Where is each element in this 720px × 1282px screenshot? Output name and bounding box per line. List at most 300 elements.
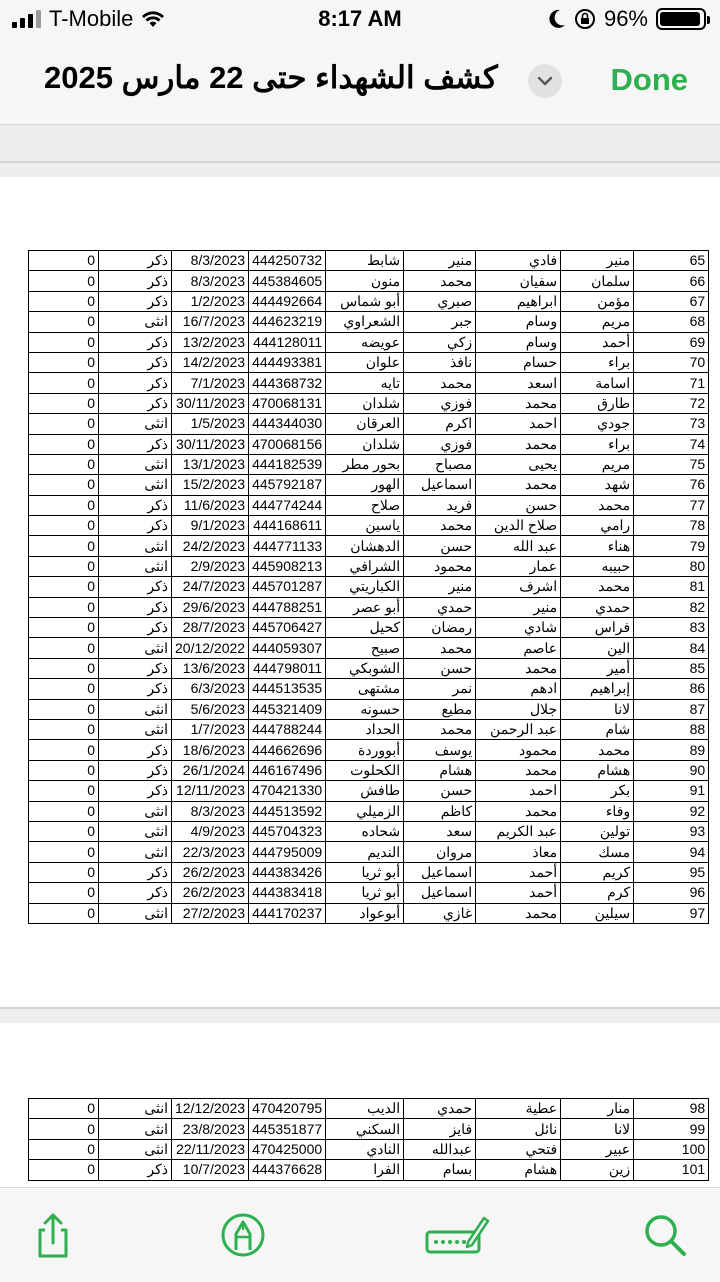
family-name-cell: صبيح — [326, 638, 404, 658]
father-name-cell: ادهم — [476, 679, 561, 699]
row-number-cell: 91 — [634, 781, 709, 801]
id-number-cell: 444182539 — [249, 454, 326, 474]
id-number-cell: 444059307 — [249, 638, 326, 658]
grandfather-name-cell: حسن — [404, 658, 476, 678]
family-name-cell: الزميلي — [326, 801, 404, 821]
date-cell: 12/12/2023 — [172, 1099, 249, 1119]
date-cell: 12/11/2023 — [172, 781, 249, 801]
id-number-cell: 445908213 — [249, 556, 326, 576]
first-name-cell: منار — [561, 1099, 634, 1119]
table-row — [29, 658, 709, 678]
family-name-cell: النادي — [326, 1139, 404, 1159]
grandfather-name-cell: فوزي — [404, 393, 476, 413]
first-name-cell: أحمد — [561, 332, 634, 352]
first-name-cell: سلمان — [561, 271, 634, 291]
first-name-cell: هناء — [561, 536, 634, 556]
table-row — [29, 679, 709, 699]
first-name-cell: رامي — [561, 516, 634, 536]
first-name-cell: محمد — [561, 740, 634, 760]
flag-cell: 0 — [29, 1099, 99, 1119]
battery-fill — [660, 12, 700, 26]
table-row — [29, 352, 709, 372]
id-number-cell: 444513592 — [249, 801, 326, 821]
gender-cell: ذكر — [99, 251, 172, 271]
first-name-cell: هشام — [561, 760, 634, 780]
grandfather-name-cell: يوسف — [404, 740, 476, 760]
gender-cell: انثى — [99, 1099, 172, 1119]
family-name-cell: الدهشان — [326, 536, 404, 556]
row-number-cell: 68 — [634, 312, 709, 332]
family-name-cell: الهور — [326, 475, 404, 495]
family-name-cell: السكني — [326, 1119, 404, 1139]
row-number-cell: 82 — [634, 597, 709, 617]
id-number-cell: 444492664 — [249, 291, 326, 311]
gender-cell: ذكر — [99, 760, 172, 780]
father-name-cell: فتحي — [476, 1139, 561, 1159]
date-cell: 8/3/2023 — [172, 251, 249, 271]
row-number-cell: 99 — [634, 1119, 709, 1139]
grandfather-name-cell: عبدالله — [404, 1139, 476, 1159]
row-number-cell: 94 — [634, 842, 709, 862]
row-number-cell: 90 — [634, 760, 709, 780]
share-button[interactable] — [28, 1210, 78, 1260]
table-row — [29, 1160, 709, 1180]
gender-cell: ذكر — [99, 434, 172, 454]
father-name-cell: صلاح الدين — [476, 516, 561, 536]
table-row — [29, 903, 709, 923]
date-cell: 2/9/2023 — [172, 556, 249, 576]
markup-pen-icon — [218, 1210, 268, 1260]
first-name-cell: شهد — [561, 475, 634, 495]
id-number-cell: 445706427 — [249, 618, 326, 638]
id-number-cell: 444168611 — [249, 516, 326, 536]
flag-cell: 0 — [29, 597, 99, 617]
first-name-cell: مريم — [561, 454, 634, 474]
date-cell: 30/11/2023 — [172, 434, 249, 454]
table-row — [29, 536, 709, 556]
flag-cell: 0 — [29, 1119, 99, 1139]
grandfather-name-cell: اسماعيل — [404, 862, 476, 882]
family-name-cell: شابط — [326, 251, 404, 271]
gender-cell: ذكر — [99, 393, 172, 413]
id-number-cell: 445704323 — [249, 821, 326, 841]
row-number-cell: 77 — [634, 495, 709, 515]
father-name-cell: سفيان — [476, 271, 561, 291]
gender-cell: انثى — [99, 801, 172, 821]
grandfather-name-cell: نمر — [404, 679, 476, 699]
gender-cell: ذكر — [99, 373, 172, 393]
id-number-cell: 444493381 — [249, 352, 326, 372]
row-number-cell: 72 — [634, 393, 709, 413]
family-name-cell: الحداد — [326, 719, 404, 739]
father-name-cell: محمد — [476, 434, 561, 454]
table-row — [29, 638, 709, 658]
gender-cell: ذكر — [99, 618, 172, 638]
table-row — [29, 781, 709, 801]
done-button[interactable]: Done — [610, 62, 688, 97]
family-name-cell: طافش — [326, 781, 404, 801]
father-name-cell: حسن — [476, 495, 561, 515]
grandfather-name-cell: حمدي — [404, 1099, 476, 1119]
first-name-cell: لانا — [561, 1119, 634, 1139]
id-number-cell: 470068131 — [249, 393, 326, 413]
id-number-cell: 444662696 — [249, 740, 326, 760]
flag-cell: 0 — [29, 291, 99, 311]
date-cell: 18/6/2023 — [172, 740, 249, 760]
family-name-cell: علوان — [326, 352, 404, 372]
id-number-cell: 444771133 — [249, 536, 326, 556]
gender-cell: ذكر — [99, 1160, 172, 1180]
grandfather-name-cell: محمد — [404, 271, 476, 291]
flag-cell: 0 — [29, 862, 99, 882]
flag-cell: 0 — [29, 821, 99, 841]
flag-cell: 0 — [29, 699, 99, 719]
id-number-cell: 445792187 — [249, 475, 326, 495]
row-number-cell: 100 — [634, 1139, 709, 1159]
flag-cell: 0 — [29, 658, 99, 678]
flag-cell: 0 — [29, 760, 99, 780]
id-number-cell: 444376628 — [249, 1160, 326, 1180]
id-number-cell: 444383418 — [249, 883, 326, 903]
gender-cell: ذكر — [99, 495, 172, 515]
flag-cell: 0 — [29, 414, 99, 434]
gender-cell: ذكر — [99, 291, 172, 311]
date-cell: 28/7/2023 — [172, 618, 249, 638]
date-cell: 1/5/2023 — [172, 414, 249, 434]
first-name-cell: حبيبه — [561, 556, 634, 576]
date-cell: 26/1/2024 — [172, 760, 249, 780]
father-name-cell: معاذ — [476, 842, 561, 862]
battery-percent: 96% — [603, 6, 648, 31]
date-cell: 8/3/2023 — [172, 271, 249, 291]
gender-cell: ذكر — [99, 883, 172, 903]
grandfather-name-cell: مروان — [404, 842, 476, 862]
father-name-cell: نائل — [476, 1119, 561, 1139]
first-name-cell: إبراهيم — [561, 679, 634, 699]
first-name-cell: محمد — [561, 577, 634, 597]
grandfather-name-cell: محمد — [404, 516, 476, 536]
table-row — [29, 291, 709, 311]
grandfather-name-cell: زكي — [404, 332, 476, 352]
flag-cell: 0 — [29, 475, 99, 495]
id-number-cell: 445321409 — [249, 699, 326, 719]
page-separator — [0, 161, 720, 163]
table-row — [29, 393, 709, 413]
table-row — [29, 373, 709, 393]
table-row — [29, 556, 709, 576]
family-name-cell: شحاده — [326, 821, 404, 841]
father-name-cell: عاصم — [476, 638, 561, 658]
first-name-cell: سيلين — [561, 903, 634, 923]
table-row — [29, 516, 709, 536]
family-name-cell: عويضه — [326, 332, 404, 352]
row-number-cell: 83 — [634, 618, 709, 638]
gender-cell: انثى — [99, 536, 172, 556]
grandfather-name-cell: اسماعيل — [404, 883, 476, 903]
flag-cell: 0 — [29, 434, 99, 454]
father-name-cell: عطية — [476, 1099, 561, 1119]
family-name-cell: العرقان — [326, 414, 404, 434]
id-number-cell: 470421330 — [249, 781, 326, 801]
status-bar — [0, 0, 720, 40]
row-number-cell: 79 — [634, 536, 709, 556]
table-row — [29, 597, 709, 617]
date-cell: 6/3/2023 — [172, 679, 249, 699]
date-cell: 8/3/2023 — [172, 801, 249, 821]
id-number-cell: 444788251 — [249, 597, 326, 617]
father-name-cell: محمود — [476, 740, 561, 760]
grandfather-name-cell: حسن — [404, 536, 476, 556]
id-number-cell: 445701287 — [249, 577, 326, 597]
row-number-cell: 101 — [634, 1160, 709, 1180]
flag-cell: 0 — [29, 454, 99, 474]
grandfather-name-cell: صبري — [404, 291, 476, 311]
gender-cell: ذكر — [99, 862, 172, 882]
gender-cell: انثى — [99, 699, 172, 719]
first-name-cell: حمدي — [561, 597, 634, 617]
father-name-cell: محمد — [476, 393, 561, 413]
grandfather-name-cell: هشام — [404, 760, 476, 780]
family-name-cell: أبو عصر — [326, 597, 404, 617]
father-name-cell: شادي — [476, 618, 561, 638]
family-name-cell: الشوبكي — [326, 658, 404, 678]
flag-cell: 0 — [29, 332, 99, 352]
father-name-cell: يحيى — [476, 454, 561, 474]
casualty-table-page-1 — [28, 250, 709, 924]
table-row — [29, 801, 709, 821]
row-number-cell: 67 — [634, 291, 709, 311]
family-name-cell: الفرا — [326, 1160, 404, 1180]
family-name-cell: شلدان — [326, 434, 404, 454]
table-row — [29, 883, 709, 903]
id-number-cell: 470068156 — [249, 434, 326, 454]
search-button[interactable] — [640, 1210, 690, 1260]
first-name-cell: جودي — [561, 414, 634, 434]
date-cell: 9/1/2023 — [172, 516, 249, 536]
bottom-toolbar — [0, 1187, 720, 1282]
father-name-cell: عبد الرحمن — [476, 719, 561, 739]
first-name-cell: كريم — [561, 862, 634, 882]
table-row — [29, 495, 709, 515]
table-row — [29, 1099, 709, 1119]
father-name-cell: وسام — [476, 332, 561, 352]
grandfather-name-cell: رمضان — [404, 618, 476, 638]
father-name-cell: عمار — [476, 556, 561, 576]
date-cell: 22/3/2023 — [172, 842, 249, 862]
date-cell: 5/6/2023 — [172, 699, 249, 719]
row-number-cell: 74 — [634, 434, 709, 454]
table-row — [29, 821, 709, 841]
first-name-cell: براء — [561, 434, 634, 454]
father-name-cell: احمد — [476, 781, 561, 801]
id-number-cell: 444795009 — [249, 842, 326, 862]
gender-cell: انثى — [99, 821, 172, 841]
gender-cell: ذكر — [99, 352, 172, 372]
first-name-cell: محمد — [561, 495, 634, 515]
grandfather-name-cell: فايز — [404, 1119, 476, 1139]
family-name-cell: تايه — [326, 373, 404, 393]
row-number-cell: 97 — [634, 903, 709, 923]
grandfather-name-cell: اسماعيل — [404, 475, 476, 495]
row-number-cell: 98 — [634, 1099, 709, 1119]
table-row — [29, 271, 709, 291]
date-cell: 26/2/2023 — [172, 862, 249, 882]
grandfather-name-cell: محمد — [404, 719, 476, 739]
table-row — [29, 719, 709, 739]
father-name-cell: اشرف — [476, 577, 561, 597]
father-name-cell: عبد الكريم — [476, 821, 561, 841]
family-name-cell: الشرافي — [326, 556, 404, 576]
table-row — [29, 862, 709, 882]
table-row — [29, 475, 709, 495]
table-row — [29, 1119, 709, 1139]
date-cell: 13/2/2023 — [172, 332, 249, 352]
table-row — [29, 454, 709, 474]
first-name-cell: أمير — [561, 658, 634, 678]
date-cell: 7/1/2023 — [172, 373, 249, 393]
first-name-cell: منير — [561, 251, 634, 271]
flag-cell: 0 — [29, 1160, 99, 1180]
id-number-cell: 444774244 — [249, 495, 326, 515]
date-cell: 1/2/2023 — [172, 291, 249, 311]
grandfather-name-cell: بسام — [404, 1160, 476, 1180]
first-name-cell: لانا — [561, 699, 634, 719]
first-name-cell: الين — [561, 638, 634, 658]
family-name-cell: أبو شماس — [326, 291, 404, 311]
first-name-cell: شام — [561, 719, 634, 739]
title-menu-button[interactable] — [528, 64, 562, 98]
gender-cell: ذكر — [99, 740, 172, 760]
table-row — [29, 414, 709, 434]
table-row — [29, 332, 709, 352]
first-name-cell: زين — [561, 1160, 634, 1180]
row-number-cell: 96 — [634, 883, 709, 903]
gender-cell: ذكر — [99, 332, 172, 352]
family-name-cell: منون — [326, 271, 404, 291]
father-name-cell: أحمد — [476, 883, 561, 903]
first-name-cell: وفاء — [561, 801, 634, 821]
row-number-cell: 92 — [634, 801, 709, 821]
document-viewer[interactable] — [0, 125, 720, 1187]
gender-cell: ذكر — [99, 597, 172, 617]
gender-cell: انثى — [99, 638, 172, 658]
date-cell: 30/11/2023 — [172, 393, 249, 413]
markup-button[interactable] — [218, 1210, 268, 1260]
father-name-cell: منير — [476, 597, 561, 617]
flag-cell: 0 — [29, 781, 99, 801]
id-number-cell: 445351877 — [249, 1119, 326, 1139]
first-name-cell: مسك — [561, 842, 634, 862]
chevron-down-icon — [537, 76, 553, 86]
date-cell: 22/11/2023 — [172, 1139, 249, 1159]
row-number-cell: 78 — [634, 516, 709, 536]
date-cell: 29/6/2023 — [172, 597, 249, 617]
grandfather-name-cell: مصباح — [404, 454, 476, 474]
family-name-cell: مشتهى — [326, 679, 404, 699]
flag-cell: 0 — [29, 312, 99, 332]
row-number-cell: 85 — [634, 658, 709, 678]
family-name-cell: الشعراوي — [326, 312, 404, 332]
grandfather-name-cell: جبر — [404, 312, 476, 332]
gender-cell: انثى — [99, 1119, 172, 1139]
date-cell: 15/2/2023 — [172, 475, 249, 495]
family-name-cell: صلاح — [326, 495, 404, 515]
family-name-cell: الكحلوت — [326, 760, 404, 780]
first-name-cell: اسامة — [561, 373, 634, 393]
first-name-cell: مؤمن — [561, 291, 634, 311]
grandfather-name-cell: محمد — [404, 373, 476, 393]
grandfather-name-cell: حمدي — [404, 597, 476, 617]
row-number-cell: 95 — [634, 862, 709, 882]
date-cell: 26/2/2023 — [172, 883, 249, 903]
flag-cell: 0 — [29, 495, 99, 515]
table-row — [29, 577, 709, 597]
flag-cell: 0 — [29, 679, 99, 699]
family-name-cell: حسونه — [326, 699, 404, 719]
grandfather-name-cell: محمود — [404, 556, 476, 576]
search-icon — [640, 1210, 690, 1260]
first-name-cell: براء — [561, 352, 634, 372]
row-number-cell: 70 — [634, 352, 709, 372]
date-cell: 24/2/2023 — [172, 536, 249, 556]
date-cell: 20/12/2022 — [172, 638, 249, 658]
date-cell: 4/9/2023 — [172, 821, 249, 841]
flag-cell: 0 — [29, 740, 99, 760]
grandfather-name-cell: اكرم — [404, 414, 476, 434]
grandfather-name-cell: محمد — [404, 638, 476, 658]
father-name-cell: فادي — [476, 251, 561, 271]
grandfather-name-cell: منير — [404, 577, 476, 597]
id-number-cell: 470425000 — [249, 1139, 326, 1159]
family-name-cell: أبو ثريا — [326, 862, 404, 882]
carrier-name: T-Mobile — [49, 6, 134, 31]
father-name-cell: هشام — [476, 1160, 561, 1180]
table-row — [29, 1139, 709, 1159]
signature-button[interactable] — [424, 1210, 490, 1260]
family-name-cell: ياسين — [326, 516, 404, 536]
father-name-cell: محمد — [476, 658, 561, 678]
flag-cell: 0 — [29, 577, 99, 597]
flag-cell: 0 — [29, 536, 99, 556]
gender-cell: ذكر — [99, 658, 172, 678]
row-number-cell: 89 — [634, 740, 709, 760]
gender-cell: انثى — [99, 312, 172, 332]
clock: 8:17 AM — [318, 6, 402, 31]
flag-cell: 0 — [29, 801, 99, 821]
father-name-cell: محمد — [476, 475, 561, 495]
row-number-cell: 87 — [634, 699, 709, 719]
first-name-cell: فراس — [561, 618, 634, 638]
family-name-cell: كحيل — [326, 618, 404, 638]
id-number-cell: 445384605 — [249, 271, 326, 291]
grandfather-name-cell: نافذ — [404, 352, 476, 372]
gender-cell: انثى — [99, 1139, 172, 1159]
gender-cell: انثى — [99, 719, 172, 739]
flag-cell: 0 — [29, 719, 99, 739]
table-row — [29, 699, 709, 719]
id-number-cell: 444798011 — [249, 658, 326, 678]
family-name-cell: الديب — [326, 1099, 404, 1119]
row-number-cell: 88 — [634, 719, 709, 739]
gender-cell: ذكر — [99, 577, 172, 597]
flag-cell: 0 — [29, 1139, 99, 1159]
page-separator — [0, 1007, 720, 1009]
row-number-cell: 71 — [634, 373, 709, 393]
gender-cell: ذكر — [99, 271, 172, 291]
flag-cell: 0 — [29, 618, 99, 638]
id-number-cell: 444513535 — [249, 679, 326, 699]
father-name-cell: عبد الله — [476, 536, 561, 556]
